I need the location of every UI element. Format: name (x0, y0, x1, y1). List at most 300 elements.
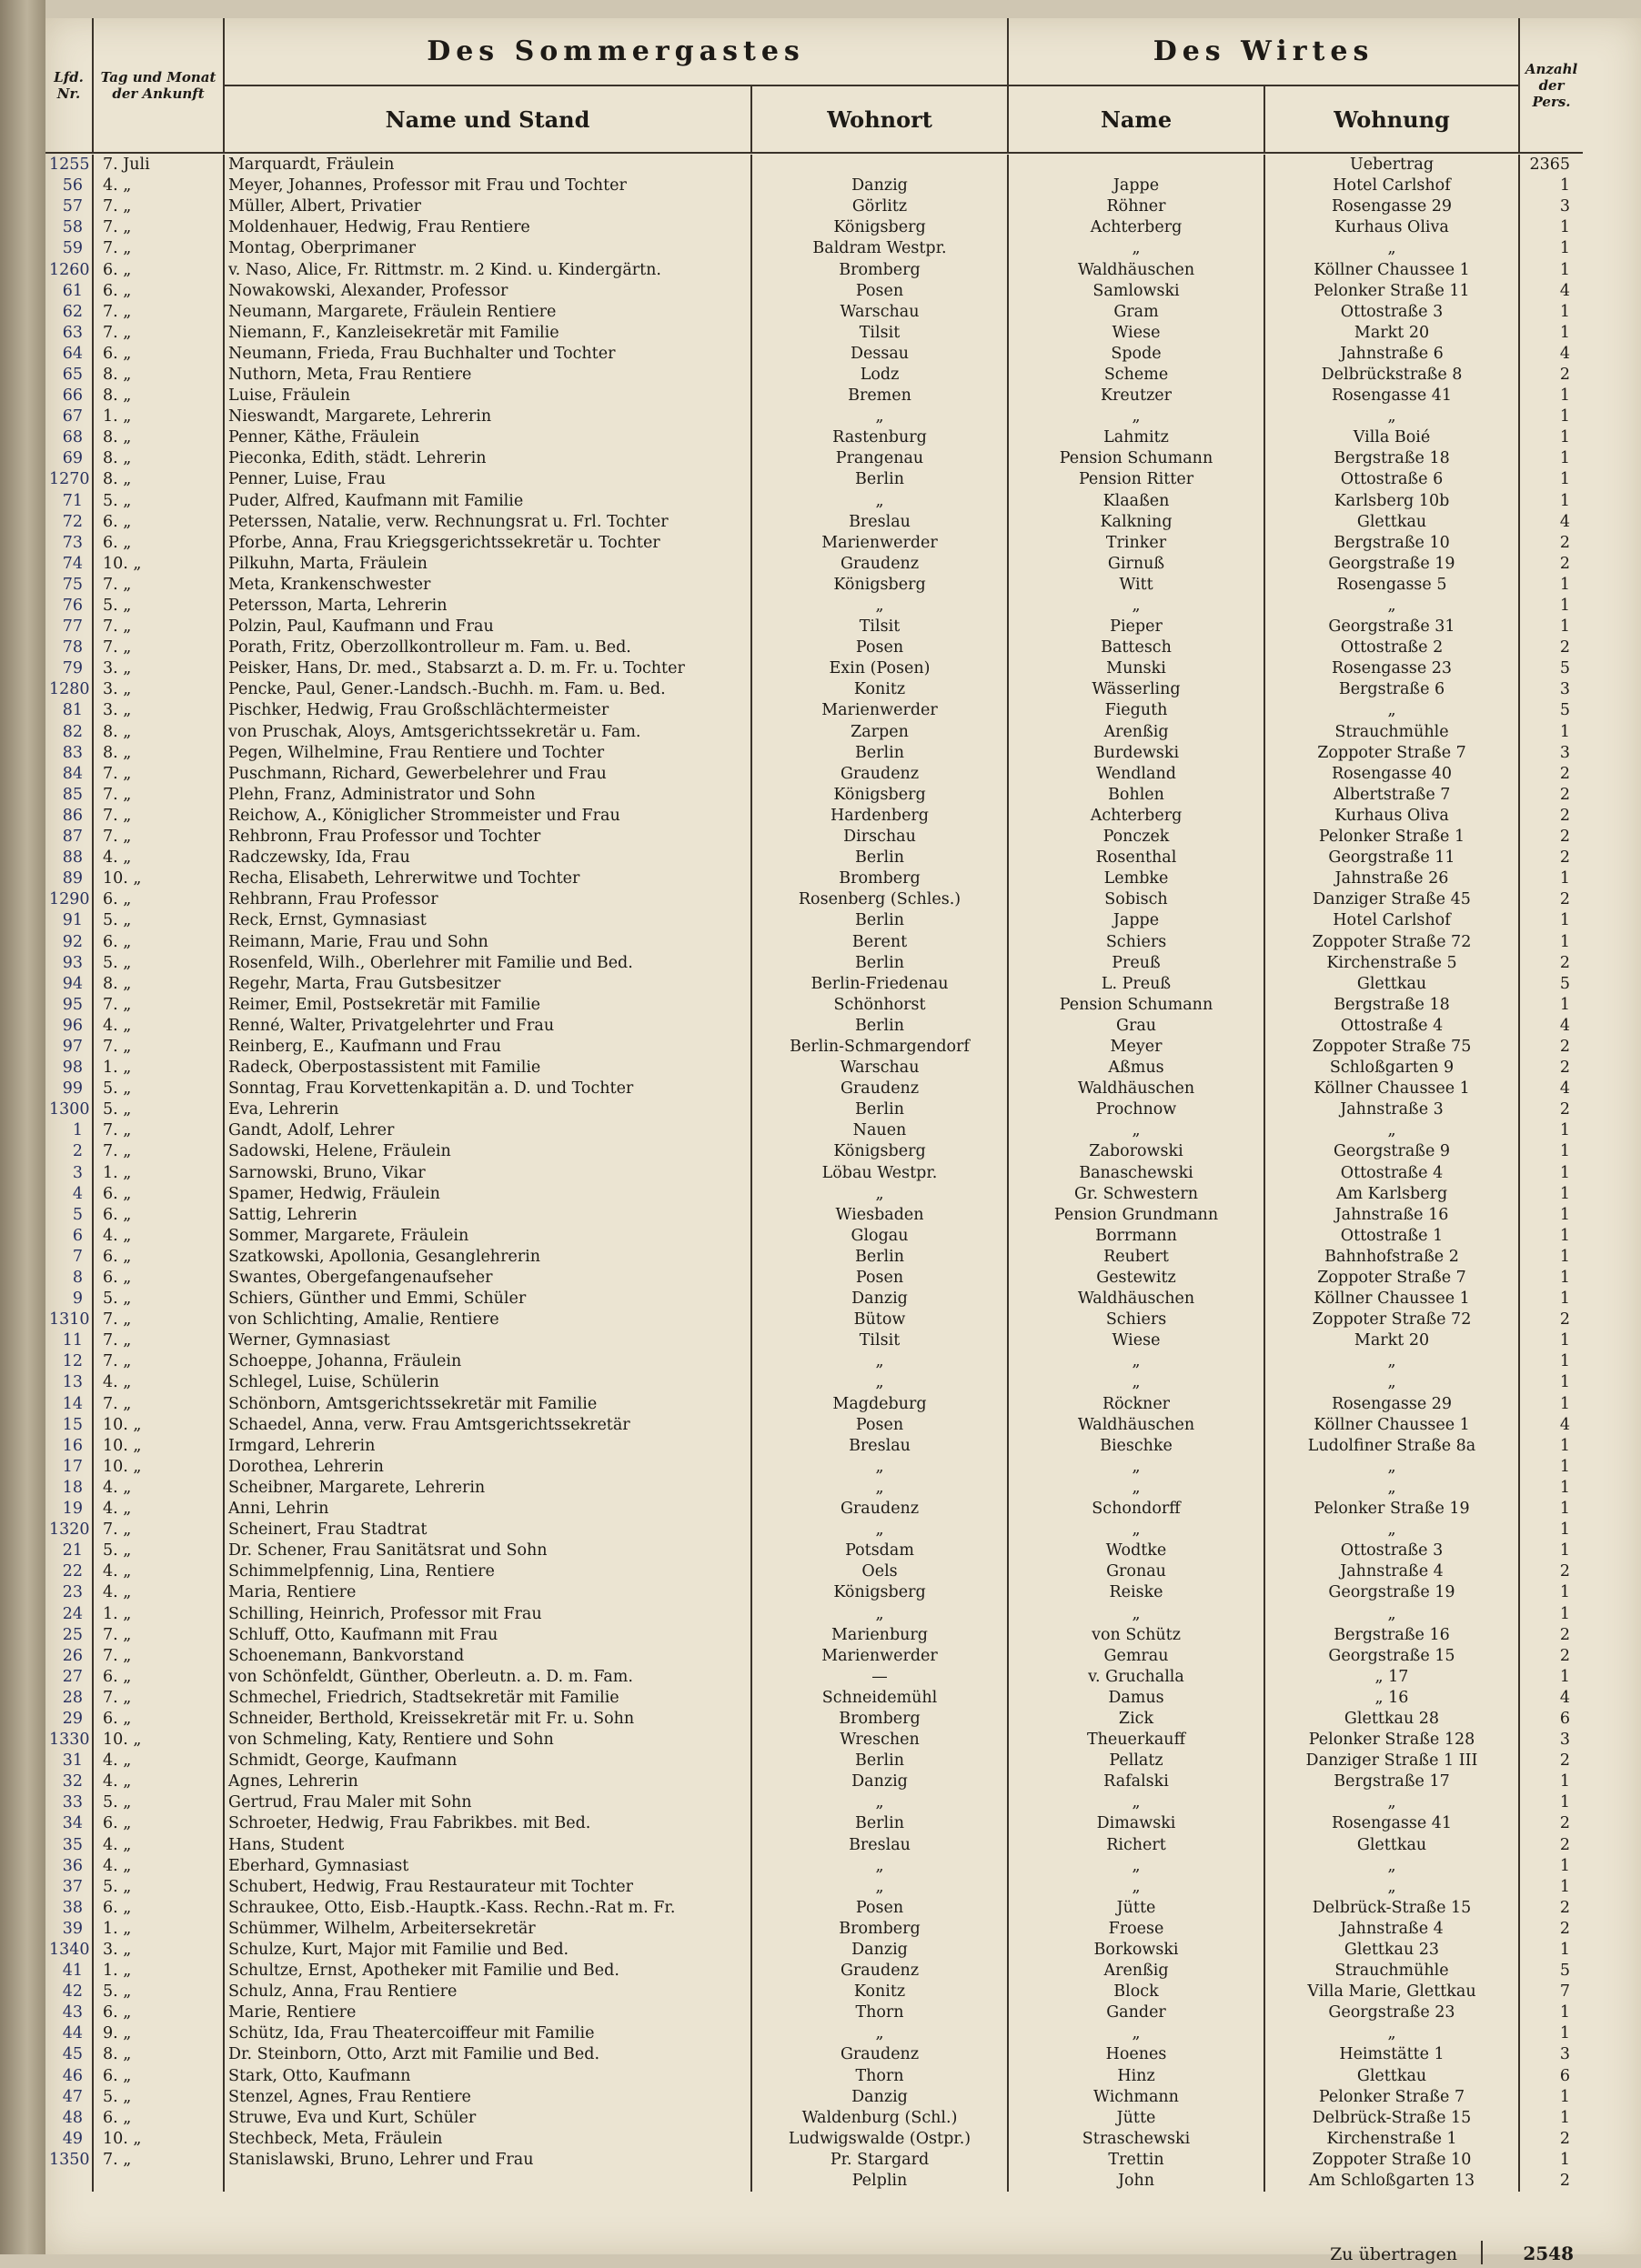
header-host-address: Wohnung (1264, 85, 1519, 153)
entry-number: 35 (62, 1835, 83, 1854)
arrival-date: 1. „ (93, 406, 224, 427)
guest-name: Schilling, Heinrich, Professor mit Frau (224, 1603, 751, 1624)
arrival-date: 6. „ (93, 344, 224, 365)
guest-name: Schluff, Otto, Kaufmann mit Frau (224, 1625, 751, 1646)
table-row (45, 1163, 1583, 1184)
entry-number: 73 (62, 533, 83, 552)
entry-number: 43 (62, 2003, 83, 2022)
guest-residence: Bromberg (751, 1709, 1008, 1730)
table-row (45, 427, 1583, 448)
person-count: 1 (1519, 1478, 1583, 1499)
host-name: Kreutzer (1008, 386, 1264, 406)
entry-number: 3 (72, 1163, 83, 1182)
entry-number: 1 (72, 1121, 83, 1140)
guest-name: Scheibner, Margarete, Lehrerin (224, 1478, 751, 1499)
guest-residence: Lodz (751, 365, 1008, 386)
table-row (45, 1919, 1583, 1940)
entry-number: 38 (62, 1898, 83, 1917)
entry-number: 1310 (49, 1310, 90, 1330)
host-name: Wiese (1008, 1330, 1264, 1351)
entry-number: 24 (62, 1604, 83, 1623)
table-row (45, 910, 1583, 931)
host-address: „ (1264, 1792, 1519, 1813)
person-count: 2 (1519, 1310, 1583, 1330)
host-name: Pension Schumann (1008, 448, 1264, 469)
host-address: Ottostraße 4 (1264, 1016, 1519, 1037)
guest-name: Maria, Rentiere (224, 1582, 751, 1603)
entry-number: 34 (62, 1814, 83, 1833)
guest-residence: Königsberg (751, 1141, 1008, 1162)
person-count: 5 (1519, 658, 1583, 679)
host-address: „ (1264, 596, 1519, 617)
arrival-date: 8. „ (93, 427, 224, 448)
arrival-date: 8. „ (93, 743, 224, 764)
entry-number: 79 (62, 659, 83, 678)
host-address: Ottostraße 6 (1264, 469, 1519, 490)
guest-residence: Königsberg (751, 1582, 1008, 1603)
guest-residence: Warschau (751, 302, 1008, 323)
host-name: Gr. Schwestern (1008, 1184, 1264, 1205)
guest-residence: Prangenau (751, 448, 1008, 469)
host-address: Zoppoter Straße 75 (1264, 1037, 1519, 1058)
guest-residence: Dirschau (751, 827, 1008, 848)
host-address: Glettkau 23 (1264, 1940, 1519, 1961)
guest-residence: Bromberg (751, 868, 1008, 889)
person-count: 2365 (1519, 155, 1583, 176)
host-name: Witt (1008, 575, 1264, 596)
guest-name: Stenzel, Agnes, Frau Rentiere (224, 2087, 751, 2108)
table-row (45, 1856, 1583, 1877)
guest-name: Luise, Fräulein (224, 386, 751, 406)
guest-residence: — (751, 1667, 1008, 1688)
host-name: Pellatz (1008, 1751, 1264, 1771)
guest-residence: „ (751, 1184, 1008, 1205)
arrival-date: 10. „ (93, 868, 224, 889)
entry-number: 1330 (49, 1731, 90, 1750)
guest-name: Penner, Käthe, Fräulein (224, 427, 751, 448)
arrival-date: 6. „ (93, 1247, 224, 1268)
person-count: 1 (1519, 575, 1583, 596)
table-row (45, 217, 1583, 238)
arrival-date: 6. „ (93, 1184, 224, 1205)
guest-name: Sonntag, Frau Korvettenkapitän a. D. und Tochter (224, 1079, 751, 1099)
guest-residence: „ (751, 1603, 1008, 1624)
host-address: Bergstraße 18 (1264, 448, 1519, 469)
guest-name: Eberhard, Gymnasiast (224, 1856, 751, 1877)
host-address: Hotel Carlshof (1264, 176, 1519, 196)
guest-name: Nuthorn, Meta, Frau Rentiere (224, 365, 751, 386)
entry-number: 81 (62, 701, 83, 720)
table-row (45, 1351, 1583, 1372)
person-count: 2 (1519, 889, 1583, 910)
guest-residence: Graudenz (751, 554, 1008, 575)
arrival-date: 6. „ (93, 281, 224, 302)
host-name: Borrmann (1008, 1226, 1264, 1247)
guest-name: Sommer, Margarete, Fräulein (224, 1226, 751, 1247)
guest-name: Hans, Student (224, 1835, 751, 1856)
entry-number: 96 (62, 1016, 83, 1035)
entry-number: 88 (62, 848, 83, 868)
guest-residence: Pr. Stargard (751, 2150, 1008, 2171)
guest-name: Marie, Rentiere (224, 2002, 751, 2023)
host-name: v. Gruchalla (1008, 1667, 1264, 1688)
person-count: 2 (1519, 1646, 1583, 1667)
table-row (45, 1226, 1583, 1247)
guest-name: Schmidt, George, Kaufmann (224, 1751, 751, 1771)
entry-number: 76 (62, 597, 83, 616)
guest-name: Pilkuhn, Marta, Fräulein (224, 554, 751, 575)
person-count: 1 (1519, 2087, 1583, 2108)
guest-name: Nieswandt, Margarete, Lehrerin (224, 406, 751, 427)
host-name: Schondorff (1008, 1499, 1264, 1520)
table-row (45, 2023, 1583, 2044)
host-name: Achterberg (1008, 806, 1264, 827)
guest-name: Schubert, Hedwig, Frau Restaurateur mit Tochter (224, 1877, 751, 1898)
guest-residence: Breslau (751, 512, 1008, 533)
table-row (45, 1646, 1583, 1667)
header-col-arrival: Tag und Monat der Ankunft (93, 18, 224, 153)
guest-name: Meta, Krankenschwester (224, 575, 751, 596)
arrival-date: 5. „ (93, 596, 224, 617)
table-row (45, 2002, 1583, 2023)
entry-number: 13 (62, 1373, 83, 1392)
person-count: 1 (1519, 1226, 1583, 1247)
table-row (45, 1603, 1583, 1624)
arrival-date: 5. „ (93, 1079, 224, 1099)
arrival-date: 4. „ (93, 1561, 224, 1582)
guest-name: Eva, Lehrerin (224, 1099, 751, 1120)
person-count: 1 (1519, 302, 1583, 323)
host-name: Zaborowski (1008, 1141, 1264, 1162)
person-count: 1 (1519, 1540, 1583, 1561)
table-row (45, 1436, 1583, 1457)
arrival-date: 1. „ (93, 1163, 224, 1184)
guest-name: Rehbronn, Frau Professor und Tochter (224, 827, 751, 848)
person-count: 2 (1519, 1625, 1583, 1646)
host-name: Pension Schumann (1008, 995, 1264, 1016)
entry-number: 1290 (49, 890, 90, 909)
entry-number: 89 (62, 869, 83, 888)
host-name: Sobisch (1008, 889, 1264, 910)
entry-number: 19 (62, 1500, 83, 1519)
arrival-date: 5. „ (93, 491, 224, 512)
guest-name: Szatkowski, Apollonia, Gesanglehrerin (224, 1247, 751, 1268)
table-row (45, 1058, 1583, 1079)
host-address: „ (1264, 1457, 1519, 1478)
table-row (45, 1835, 1583, 1856)
guest-residence: Oels (751, 1561, 1008, 1582)
entry-number: 41 (62, 1962, 83, 1981)
host-address: Pelonker Straße 7 (1264, 2087, 1519, 2108)
arrival-date: 7. „ (93, 637, 224, 658)
host-address: Ottostraße 4 (1264, 1163, 1519, 1184)
guest-name: Rehbrann, Frau Professor (224, 889, 751, 910)
host-address: Jahnstraße 26 (1264, 868, 1519, 889)
table-row (45, 259, 1583, 280)
person-count: 3 (1519, 196, 1583, 217)
entry-number: 17 (62, 1457, 83, 1476)
guest-residence: Nauen (751, 1120, 1008, 1141)
host-address: Kurhaus Oliva (1264, 217, 1519, 238)
person-count: 3 (1519, 1730, 1583, 1751)
table-row (45, 1415, 1583, 1436)
host-address: Ottostraße 3 (1264, 1540, 1519, 1561)
table-row (45, 1688, 1583, 1709)
table-row (45, 1457, 1583, 1478)
arrival-date: 5. „ (93, 1792, 224, 1813)
person-count: 1 (1519, 1667, 1583, 1688)
entry-number: 75 (62, 575, 83, 594)
table-row (45, 679, 1583, 700)
arrival-date: 4. „ (93, 176, 224, 196)
guest-name: Neumann, Frieda, Frau Buchhalter und Tochter (224, 344, 751, 365)
arrival-date: 5. „ (93, 1540, 224, 1561)
table-row (45, 1561, 1583, 1582)
table-row (45, 1120, 1583, 1141)
host-name: Damus (1008, 1688, 1264, 1709)
guest-residence: Tilsit (751, 617, 1008, 637)
entry-number: 97 (62, 1037, 83, 1056)
arrival-date: 6. „ (93, 1268, 224, 1289)
entry-number: 99 (62, 1079, 83, 1099)
guest-residence: Tilsit (751, 1330, 1008, 1351)
guest-residence: Königsberg (751, 575, 1008, 596)
entry-number: 48 (62, 2108, 83, 2127)
table-row (45, 1709, 1583, 1730)
guest-residence: Thorn (751, 2066, 1008, 2087)
guest-name: Schultze, Ernst, Apotheker mit Familie und Bed. (224, 1961, 751, 1982)
host-name: Jappe (1008, 176, 1264, 196)
host-name: Theuerkauff (1008, 1730, 1264, 1751)
entry-number: 83 (62, 743, 83, 762)
person-count: 1 (1519, 596, 1583, 617)
guest-residence: Zarpen (751, 722, 1008, 743)
table-row (45, 1141, 1583, 1162)
table-row (45, 1016, 1583, 1037)
arrival-date: 10. „ (93, 1730, 224, 1751)
guest-name: Schraukee, Otto, Eisb.-Hauptk.-Kass. Rechn.-Rat m. Fr. (224, 1898, 751, 1919)
table-row (45, 658, 1583, 679)
person-count: 1 (1519, 1205, 1583, 1226)
host-address: Am Schloßgarten 13 (1264, 2171, 1519, 2192)
host-address: Köllner Chaussee 1 (1264, 1415, 1519, 1436)
arrival-date: 5. „ (93, 1099, 224, 1120)
guest-residence: Posen (751, 281, 1008, 302)
arrival-date: 8. „ (93, 722, 224, 743)
guest-residence: Bromberg (751, 1919, 1008, 1940)
guest-name: Niemann, F., Kanzleisekretär mit Familie (224, 323, 751, 344)
guest-name: v. Naso, Alice, Fr. Rittmstr. m. 2 Kind. u. Kindergärtn. (224, 259, 751, 280)
person-count: 2 (1519, 1898, 1583, 1919)
arrival-date: 7. „ (93, 302, 224, 323)
header-col-count: Anzahl der Pers. (1519, 18, 1583, 153)
entry-number: 12 (62, 1352, 83, 1371)
table-row (45, 596, 1583, 617)
person-count: 4 (1519, 281, 1583, 302)
guest-name: Agnes, Lehrerin (224, 1771, 751, 1792)
person-count: 1 (1519, 617, 1583, 637)
host-name: Röckner (1008, 1394, 1264, 1415)
person-count: 1 (1519, 406, 1583, 427)
arrival-date: 4. „ (93, 1856, 224, 1877)
guest-name: Penner, Luise, Frau (224, 469, 751, 490)
arrival-date: 10. „ (93, 1457, 224, 1478)
person-count: 1 (1519, 323, 1583, 344)
host-name: Burdewski (1008, 743, 1264, 764)
person-count: 1 (1519, 1120, 1583, 1141)
arrival-date: 1. „ (93, 1058, 224, 1079)
entry-number: 18 (62, 1478, 83, 1497)
guest-residence: Berlin (751, 848, 1008, 868)
guest-name: Reimer, Emil, Postsekretär mit Familie (224, 995, 751, 1016)
carry-over-label: Zu übertragen (1330, 2244, 1457, 2264)
table-row (45, 1961, 1583, 1982)
person-count: 2 (1519, 1058, 1583, 1079)
arrival-date: 10. „ (93, 554, 224, 575)
guest-name: Polzin, Paul, Kaufmann und Frau (224, 617, 751, 637)
table-row (45, 575, 1583, 596)
guest-name: Sadowski, Helene, Fräulein (224, 1141, 751, 1162)
table-row (45, 406, 1583, 427)
host-address: Delbrückstraße 8 (1264, 365, 1519, 386)
person-count: 2 (1519, 1037, 1583, 1058)
table-row (45, 1478, 1583, 1499)
person-count: 1 (1519, 491, 1583, 512)
arrival-date: 9. „ (93, 2023, 224, 2044)
person-count: 1 (1519, 427, 1583, 448)
guest-residence: „ (751, 2023, 1008, 2044)
arrival-date: 5. „ (93, 953, 224, 974)
arrival-date: 7. „ (93, 1688, 224, 1709)
entry-number: 95 (62, 995, 83, 1014)
host-address: Rosengasse 29 (1264, 196, 1519, 217)
host-address: Delbrück-Straße 15 (1264, 2108, 1519, 2129)
guest-residence: Magdeburg (751, 1394, 1008, 1415)
host-name: Battesch (1008, 637, 1264, 658)
entry-number: 33 (62, 1793, 83, 1812)
host-address: Georgstraße 19 (1264, 554, 1519, 575)
arrival-date: 4. „ (93, 1016, 224, 1037)
person-count: 1 (1519, 910, 1583, 931)
person-count: 2 (1519, 1099, 1583, 1120)
table-row (45, 196, 1583, 217)
person-count: 5 (1519, 1961, 1583, 1982)
person-count: 2 (1519, 953, 1583, 974)
table-row (45, 1582, 1583, 1603)
entry-number: 22 (62, 1562, 83, 1581)
host-address: Bergstraße 6 (1264, 679, 1519, 700)
entry-number: 36 (62, 1856, 83, 1875)
host-name: Wodtke (1008, 1540, 1264, 1561)
person-count: 2 (1519, 2171, 1583, 2192)
guest-residence: Schönhorst (751, 995, 1008, 1016)
host-name: Reubert (1008, 1247, 1264, 1268)
arrival-date: 7. „ (93, 1351, 224, 1372)
host-address: „ (1264, 406, 1519, 427)
host-address: Glettkau (1264, 1835, 1519, 1856)
arrival-date: 6. „ (93, 1709, 224, 1730)
entry-number: 1300 (49, 1100, 90, 1119)
host-address: Rosengasse 41 (1264, 1813, 1519, 1834)
host-name: Wendland (1008, 764, 1264, 785)
person-count: 4 (1519, 344, 1583, 365)
guest-name: Anni, Lehrin (224, 1499, 751, 1520)
table-row (45, 1289, 1583, 1310)
header-col-number: Lfd. Nr. (45, 18, 93, 153)
host-name: Hinz (1008, 2066, 1264, 2087)
guest-residence: Rosenberg (Schles.) (751, 889, 1008, 910)
host-name: Wässerling (1008, 679, 1264, 700)
host-name: Röhner (1008, 196, 1264, 217)
guest-residence: Marienburg (751, 1625, 1008, 1646)
arrival-date: 4. „ (93, 1499, 224, 1520)
person-count: 1 (1519, 176, 1583, 196)
guest-residence: Berlin (751, 1099, 1008, 1120)
host-name: Scheme (1008, 365, 1264, 386)
host-name: Block (1008, 1982, 1264, 2002)
table-row (45, 512, 1583, 533)
guest-name: Radeck, Oberpostassistent mit Familie (224, 1058, 751, 1079)
arrival-date: 8. „ (93, 2044, 224, 2065)
entry-number: 1280 (49, 680, 90, 699)
guest-residence: Konitz (751, 679, 1008, 700)
table-row (45, 1310, 1583, 1330)
host-name: Spode (1008, 344, 1264, 365)
host-name: „ (1008, 1351, 1264, 1372)
arrival-date: 5. „ (93, 1289, 224, 1310)
guest-residence: Warschau (751, 1058, 1008, 1079)
host-name: „ (1008, 596, 1264, 617)
entry-number: 28 (62, 1688, 83, 1707)
host-address: „ (1264, 1372, 1519, 1393)
entry-number: 23 (62, 1583, 83, 1602)
host-address: „ 17 (1264, 1667, 1519, 1688)
arrival-date: 1. „ (93, 1603, 224, 1624)
host-name: Ponczek (1008, 827, 1264, 848)
entry-number: 1350 (49, 2150, 90, 2169)
guest-residence: Baldram Westpr. (751, 238, 1008, 259)
guest-name: Porath, Fritz, Oberzollkontrolleur m. Fam. u. Bed. (224, 637, 751, 658)
person-count: 5 (1519, 974, 1583, 995)
table-row (45, 764, 1583, 785)
entry-number: 71 (62, 491, 83, 510)
guest-name: Irmgard, Lehrerin (224, 1436, 751, 1457)
guest-name: Sattig, Lehrerin (224, 1205, 751, 1226)
person-count: 1 (1519, 238, 1583, 259)
table-row (45, 1792, 1583, 1813)
host-address: Köllner Chaussee 1 (1264, 1079, 1519, 1099)
entry-number: 47 (62, 2087, 83, 2106)
host-name: Bohlen (1008, 785, 1264, 806)
host-address: Bergstraße 10 (1264, 533, 1519, 554)
person-count: 1 (1519, 1520, 1583, 1540)
guest-residence: Marienwerder (751, 700, 1008, 721)
host-address: „ (1264, 1856, 1519, 1877)
person-count: 2 (1519, 764, 1583, 785)
host-name: Grau (1008, 1016, 1264, 1037)
arrival-date: 6. „ (93, 1898, 224, 1919)
person-count: 2 (1519, 785, 1583, 806)
arrival-date: 7. „ (93, 995, 224, 1016)
host-name: Dimawski (1008, 1813, 1264, 1834)
person-count: 4 (1519, 1016, 1583, 1037)
guest-residence: „ (751, 1372, 1008, 1393)
table-row (45, 868, 1583, 889)
guest-name: Peisker, Hans, Dr. med., Stabsarzt a. D. m. Fr. u. Tochter (224, 658, 751, 679)
entry-number: 46 (62, 2066, 83, 2085)
host-name: Rafalski (1008, 1771, 1264, 1792)
person-count: 6 (1519, 1709, 1583, 1730)
